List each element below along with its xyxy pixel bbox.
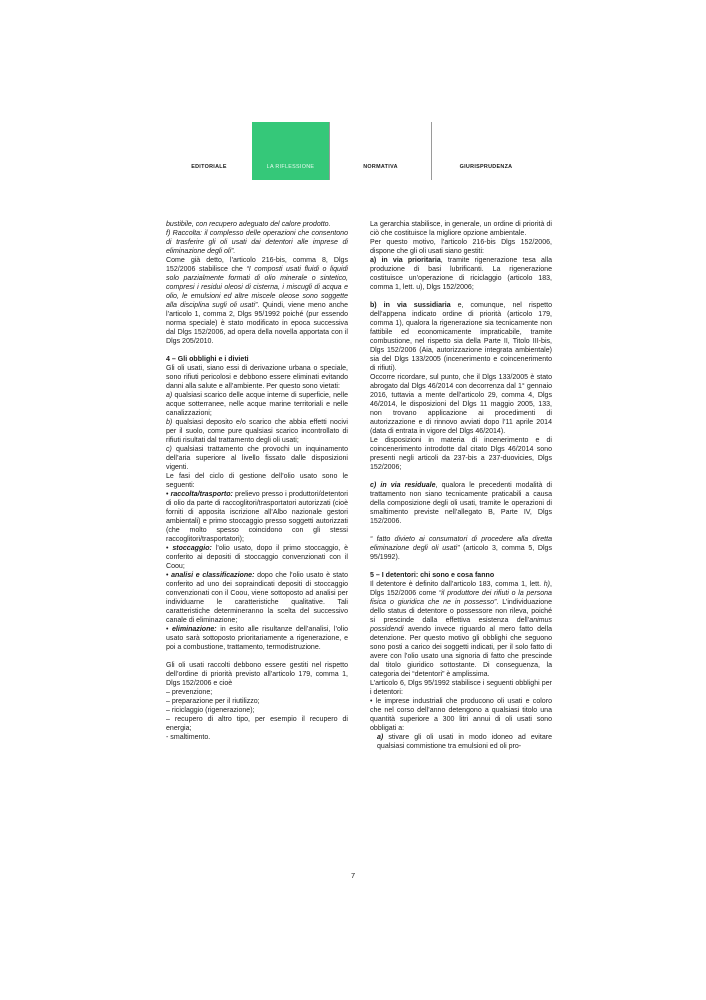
bullet-item: • stoccaggio: l’olio usato, dopo il primo stoccaggio, è conferito ai depositi di stoccaggio convenzionati con il Coou; xyxy=(166,545,348,570)
paragraph: Come già detto, l’articolo 216-bis, comma 8, Dlgs 152/2006 stabilisce che “I composti usati fluidi o liquidi solo parzialmente formati di olio minerale o sintetico, compresi i residui oleosi di cisterna, i miscugli di acqua e olio, le emulsioni ed altre miscele oleose sono soggette alla disciplina sugli oli usati”. Quindi, viene meno anche l’articolo 1, comma 2, Dlgs 95/1992 poiché (pur essendo norma speciale) è stato modificato in epoca successiva dal Dlgs 152/2006, ad opera della novella apportata con il Dlgs 205/2010. xyxy=(166,257,349,345)
list-item: b) in via sussidiaria e, comunque, nel rispetto dell’appena indicato ordine di priorità (articolo 179, comma 1), qualora la rigenerazione sia tecnicamente non fattibile ed economicamente impraticabile, tramite combustione, nel rispetto sia della Parte II, Titolo III-bis, Dlgs 152/2006 (Aia, autorizzazione integrata ambientale) sia del Dlgs 133/2005 (incenerimento e coincenerimento di rifiuti). xyxy=(370,302,552,372)
bullet-item: • le imprese industriali che producono oli usati e coloro che nel corso dell’anno detengono a qualsiasi titolo una quantità superiore a 300 litri annui di oli usati sono obbligati a: xyxy=(370,698,552,732)
list-item: a) qualsiasi scarico delle acque interne di superficie, nelle acque sotterranee, nelle acque marine territoriali e nelle canalizzazioni; xyxy=(166,392,348,417)
list-item: - smaltimento. xyxy=(166,734,211,741)
list-item: c) qualsiasi trattamento che provochi un inquinamento dell’aria superiore al livello fissato dalle disposizioni vigenti. xyxy=(166,446,348,471)
list-item: – prevenzione; xyxy=(166,689,213,696)
paragraph: Per questo motivo, l’articolo 216-bis Dlgs 152/2006, dispone che gli oli usati siano gestiti: xyxy=(370,239,552,255)
section-heading: 4 – Gli obblighi e i divieti xyxy=(166,356,249,363)
paragraph: bustibile, con recupero adeguato del calore prodotto. xyxy=(166,221,331,228)
paragraph: Gli oli usati raccolti debbono essere gestiti nel rispetto dell’ordine di priorità previsto all’articolo 179, comma 1, Dlgs 152/2006 e cioè xyxy=(166,662,348,687)
list-item: – riciclaggio (rigenerazione); xyxy=(166,707,255,714)
left-column xyxy=(166,220,348,742)
section-heading: 5 – I detentori: chi sono e cosa fanno xyxy=(370,572,495,579)
paragraph: L’articolo 6, Dlgs 95/1992 stabilisce i seguenti obblighi per i detentori: xyxy=(370,680,552,696)
paragraph: f) Raccolta: il complesso delle operazioni che consentono di trasferire gli oli usati dai detentori alle imprese di eliminazione degli oli”. xyxy=(166,230,348,255)
paragraph: Occorre ricordare, sul punto, che il Dlgs 133/2005 è stato abrogato dal Dlgs 46/2014 con decorrenza dal 1° gennaio 2016, tuttavia a mente dell’articolo 29, comma 4, Dlgs 46/2014, le disposizioni del Dlgs 11 maggio 2005, 133, non trovano applicazione ai procedimenti di autorizzazione e di rinnovo avviati dopo l’11 aprile 2014 (data di entrata in vigore del Dlgs 46/2014). xyxy=(370,374,552,435)
tab-editoriale[interactable]: EDITORIALE xyxy=(191,164,227,170)
list-item: c) in via residuale, qualora le precedenti modalità di trattamento non siano tecnicamente praticabili a causa della composizione degli oli usati, tramite le operazioni di smaltimento previste nell’allegato B, Parte IV, Dlgs 152/2006. xyxy=(370,482,552,525)
paragraph: La gerarchia stabilisce, in generale, un ordine di priorità di ciò che costituisce la migliore opzione ambientale. xyxy=(370,221,552,237)
paragraph: Il detentore è definito dall’articolo 183, comma 1, lett. h), Dlgs 152/2006 come “il produttore dei rifiuti o la persona fisica o giuridica che ne in possesso”. L’individuazione dello status di detentore o possessore non rileva, poiché si prescinde dalla effettiva esistenza dell’animus possidendi avendo invece riguardo al mero fatto della detenzione. Per questo motivo gli obblighi che seguono sono posti a carico dei soggetti indicati, per il solo fatto di avere con l’olio usato una signoria di fatto che prescinde dal titolo giuridico sottostante. Di conseguenza, la categoria dei “detentori” è amplissima. xyxy=(370,581,552,678)
paragraph: Le disposizioni in materia di incenerimento e di coincenerimento introdotte dal citato Dlgs 46/2014 sono presenti negli articoli da 237-bis a 237-duovicies, Dlgs 152/2006; xyxy=(370,437,552,471)
tab-la-riflessione[interactable]: LA RIFLESSIONE xyxy=(252,122,329,180)
paragraph: Le fasi del ciclo di gestione dell’olio usato sono le seguenti: xyxy=(166,473,348,489)
list-item: – recupero di altro tipo, per esempio il recupero di energia; xyxy=(166,716,348,732)
list-item: a) in via prioritaria, tramite rigenerazione tesa alla produzione di basi lubrificanti. La rigenerazione costituisce un’operazione di riciclaggio (articolo 183, comma 1, lett. u), Dlgs 152/2006; xyxy=(370,257,552,291)
list-item: b) qualsiasi deposito e/o scarico che abbia effetti nocivi per il suolo, come pure qualsiasi scarico incontrollato di rifiuti risultati dal trattamento degli oli usati; xyxy=(166,419,348,444)
tab-giurisprudenza[interactable]: GIURISPRUDENZA xyxy=(431,122,540,180)
bullet-item: • raccolta/trasporto: prelievo presso i produttori/detentori di olio da parte di raccoglitori/trasportatori autorizzati (cioè forniti di apposita iscrizione all’Albo nazionale gestori ambientali) e primo stoccaggio presso soggetti autorizzati (che molto spesso coincidono con gli stessi raccoglitori/trasportatori); xyxy=(166,491,348,543)
tab-normativa[interactable]: NORMATIVA xyxy=(329,122,431,180)
section-nav xyxy=(166,122,540,180)
right-column xyxy=(370,220,552,751)
quote: “ fatto divieto ai consumatori di procedere alla diretta eliminazione degli oli usati” (articolo 3, comma 5, Dlgs 95/1992). xyxy=(370,536,553,561)
list-item: – preparazione per il riutilizzo; xyxy=(166,698,260,705)
bullet-item: • analisi e classificazione: dopo che l’olio usato è stato conferito ad uno dei sopraindicati depositi di stoccaggio convenzionati con il Coou, viene sottoposto ad analisi per individuarne le caratteristiche qualitative. Tali caratteristiche determineranno la scelta del successivo canale di eliminazione; xyxy=(166,572,348,624)
page-number: 7 xyxy=(350,871,356,880)
bullet-item: • eliminazione: in esito alle risultanze dell’analisi, l’olio usato sarà sottoposto prioritariamente a rigenerazione, e poi a combustione, trattamento, termodistruzione. xyxy=(166,626,348,651)
list-item: a) stivare gli oli usati in modo idoneo ad evitare qualsiasi commistione tra emulsioni ed oli pro- xyxy=(377,734,552,750)
paragraph: Gli oli usati, siano essi di derivazione urbana o speciale, sono rifiuti pericolosi e debbono essere eliminati evitando danni alla salute e all’ambiente. Per questo sono vietati: xyxy=(166,365,348,390)
